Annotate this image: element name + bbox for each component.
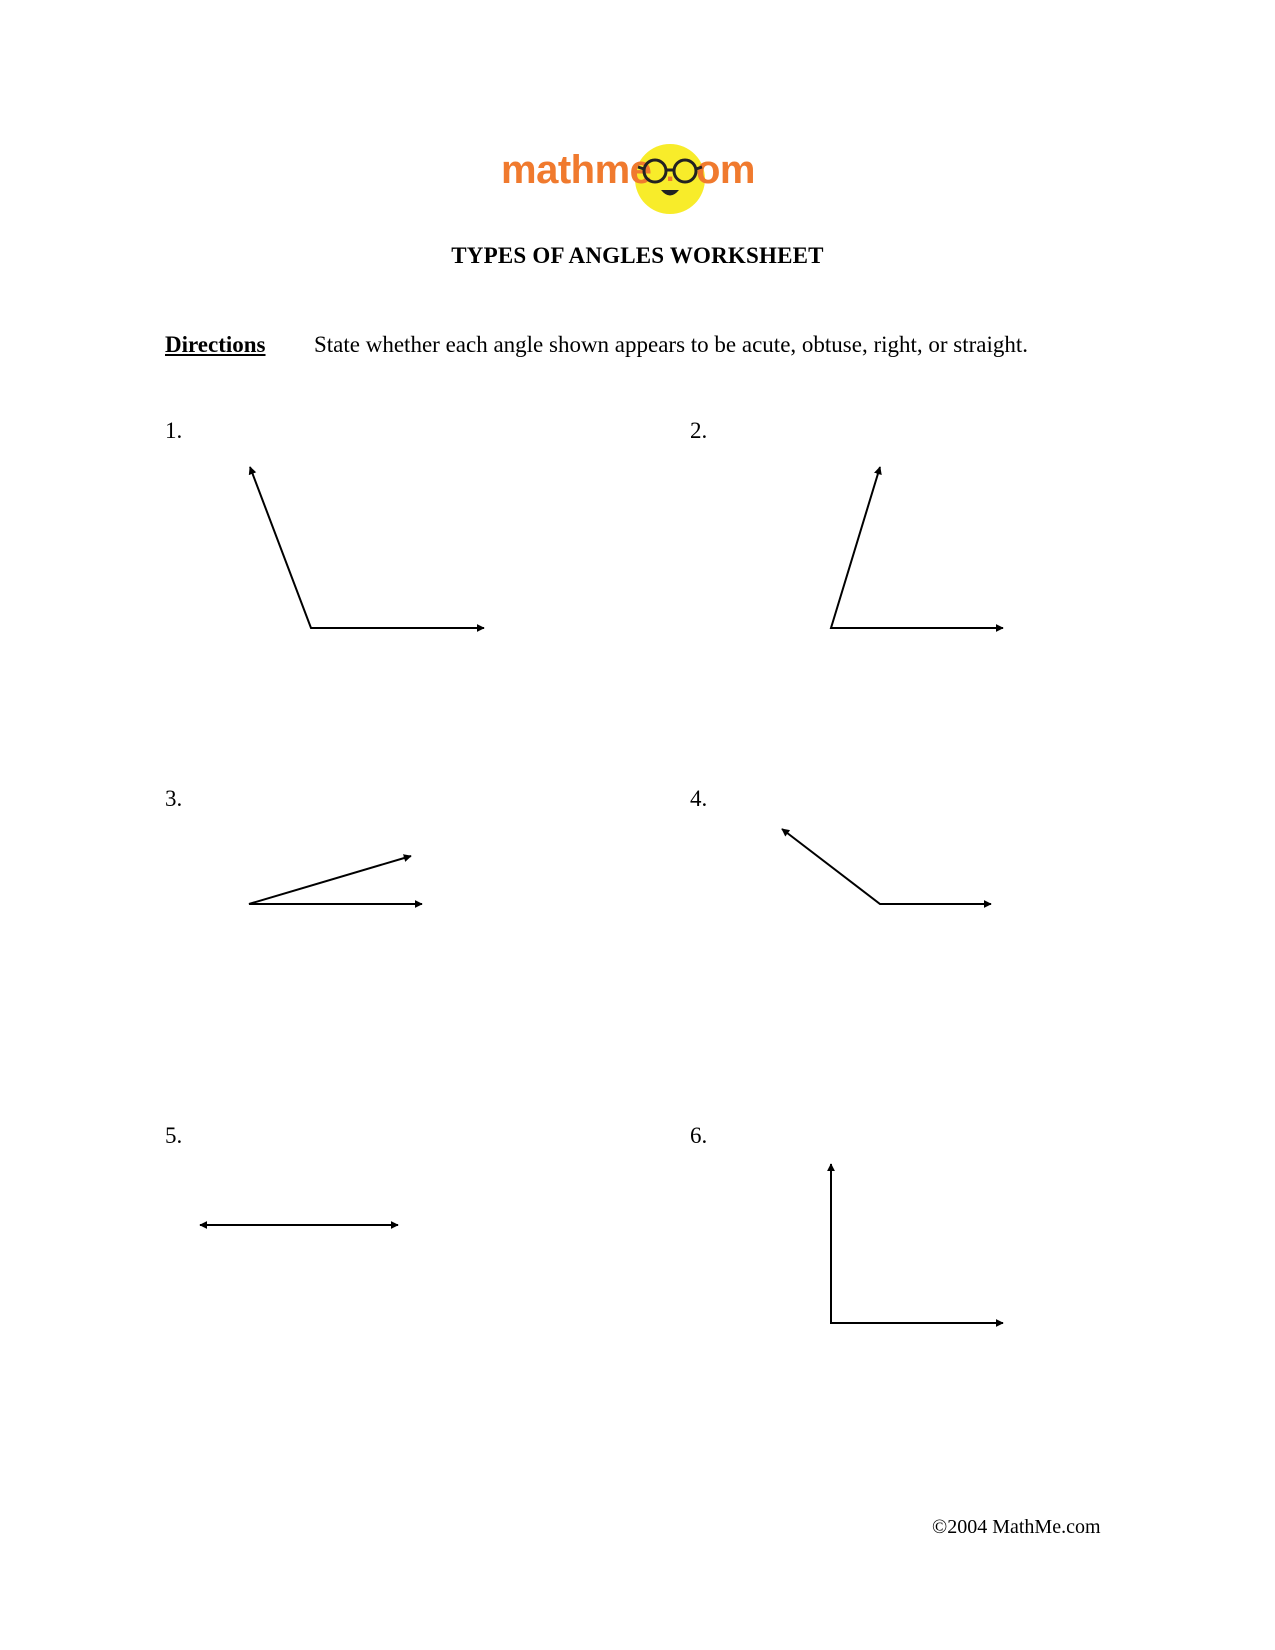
logo-text-right: om bbox=[696, 148, 755, 192]
problem-number-6: 6. bbox=[690, 1123, 708, 1148]
angle-figure-2 bbox=[831, 467, 1003, 628]
page-title: TYPES OF ANGLES WORKSHEET bbox=[451, 243, 824, 268]
angle-figure-3 bbox=[249, 856, 422, 904]
problem-number-4: 4. bbox=[690, 786, 708, 811]
copyright-notice: ©2004 MathMe.com bbox=[932, 1516, 1101, 1538]
problem-number-3: 3. bbox=[165, 786, 183, 811]
logo-text-left: mathme bbox=[501, 148, 652, 192]
angle-figure-4 bbox=[782, 829, 991, 904]
angle-figure-6 bbox=[831, 1164, 1003, 1323]
problem-number-2: 2. bbox=[690, 418, 708, 443]
angle-figure-1 bbox=[250, 467, 484, 628]
problem-number-1: 1. bbox=[165, 418, 183, 443]
directions-text: State whether each angle shown appears to be acute, obtuse, right, or straight. bbox=[314, 332, 1029, 357]
logo-dot: . bbox=[666, 155, 675, 188]
problem-number-5: 5. bbox=[165, 1123, 183, 1148]
directions-label: Directions bbox=[165, 332, 266, 357]
